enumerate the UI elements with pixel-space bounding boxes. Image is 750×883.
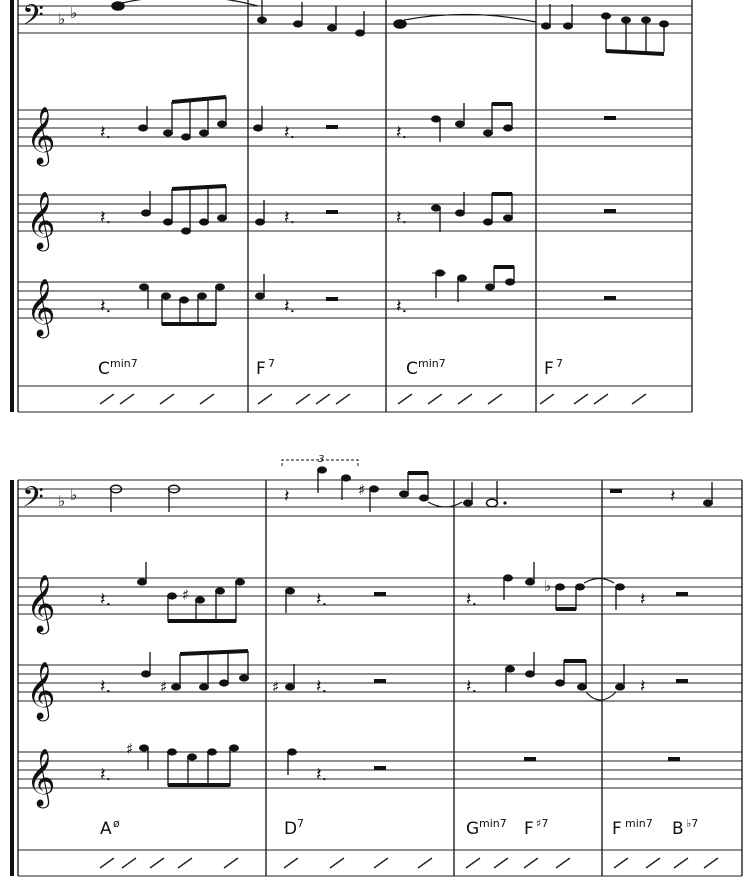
- svg-text:𝄽.: 𝄽.: [466, 676, 478, 697]
- staff-bass: [18, 466, 742, 521]
- chord-root: F: [524, 819, 534, 839]
- svg-text:𝄽: 𝄽: [670, 486, 676, 507]
- svg-text:𝄽.: 𝄽.: [316, 764, 328, 785]
- chord-root: F: [256, 359, 266, 379]
- svg-text:𝄽.: 𝄽.: [466, 589, 478, 610]
- svg-text:𝄽.: 𝄽.: [284, 207, 296, 228]
- treble-clef-icon: 𝄞: [26, 574, 56, 632]
- staff-treble-3: [18, 266, 692, 339]
- svg-text:𝄽.: 𝄽.: [100, 207, 112, 228]
- flat-icon: ♭: [70, 4, 78, 22]
- staff-treble-2: [18, 651, 742, 722]
- bass-clef-icon: 𝄢: [22, 0, 44, 39]
- sharp-icon: ♯: [358, 481, 366, 499]
- chord-quality: 7: [297, 817, 304, 830]
- chord-quality: ø: [113, 817, 120, 830]
- flat-icon: ♭: [70, 486, 78, 504]
- bass-clef-icon: 𝄢: [22, 481, 44, 521]
- system-1: [12, 0, 692, 412]
- svg-text:𝄽.: 𝄽.: [100, 676, 112, 697]
- svg-text:𝄽.: 𝄽.: [316, 589, 328, 610]
- chord-quality: 7: [268, 357, 275, 370]
- svg-text:♯: ♯: [272, 678, 280, 696]
- svg-text:𝄽.: 𝄽.: [396, 296, 408, 317]
- chord-root: B: [672, 819, 684, 839]
- staff-bass: [18, 0, 692, 54]
- rest-icon: [326, 125, 338, 129]
- slash-group: [100, 394, 646, 404]
- svg-text:𝄽.: 𝄽.: [284, 296, 296, 317]
- chord-root: C: [98, 359, 110, 379]
- staff-treble-2: [18, 186, 692, 252]
- svg-text:𝄽.: 𝄽.: [316, 676, 328, 697]
- chord-row-1: [98, 357, 563, 379]
- svg-text:♯: ♯: [182, 586, 190, 604]
- rhythm-staff-1: [18, 386, 692, 412]
- chord-quality: min7: [625, 817, 653, 830]
- svg-text:𝄽.: 𝄽.: [100, 764, 112, 785]
- chord-quality: min7: [479, 817, 507, 830]
- staff-treble-3: [18, 740, 742, 809]
- svg-text:𝄽.: 𝄽.: [396, 207, 408, 228]
- treble-clef-icon: 𝄞: [26, 661, 56, 719]
- tie: [122, 0, 258, 6]
- system-2: [12, 454, 742, 876]
- svg-text:♭: ♭: [544, 577, 552, 595]
- rest-icon: 𝄽.: [100, 122, 112, 143]
- chord-quality: min7: [110, 357, 138, 370]
- whole-note: [394, 20, 406, 28]
- chord-root: G: [466, 819, 480, 839]
- chord-quality: 7: [556, 357, 563, 370]
- svg-text:𝄽: 𝄽: [640, 676, 646, 697]
- chord-root: A: [100, 819, 112, 839]
- treble-clef-icon: 𝄞: [26, 106, 56, 164]
- tuplet-number: 3: [318, 454, 325, 465]
- svg-text:♯: ♯: [126, 740, 134, 758]
- svg-text:𝄽: 𝄽: [284, 486, 290, 507]
- svg-text:𝄽.: 𝄽.: [396, 122, 408, 143]
- flat-icon: ♭: [58, 492, 66, 510]
- chord-root: C: [406, 359, 418, 379]
- tie: [404, 14, 536, 22]
- rest-icon: [604, 116, 616, 120]
- chord-quality: ♭7: [686, 817, 699, 830]
- chord-quality: min7: [418, 357, 446, 370]
- staff-treble-1: [18, 562, 742, 635]
- treble-clef-icon: 𝄞: [26, 748, 56, 806]
- svg-text:𝄽: 𝄽: [640, 589, 646, 610]
- flat-icon: ♭: [58, 10, 66, 28]
- treble-clef-icon: 𝄞: [26, 278, 56, 336]
- chord-quality: ♯7: [536, 817, 549, 830]
- staff-treble-1: [18, 97, 692, 167]
- svg-text:𝄽.: 𝄽.: [284, 122, 296, 143]
- rhythm-staff-2: [18, 850, 742, 876]
- treble-clef-icon: 𝄞: [26, 191, 56, 249]
- tuplet-bracket: [282, 454, 358, 466]
- slash-group: [100, 858, 718, 868]
- svg-text:𝄽.: 𝄽.: [100, 296, 112, 317]
- svg-text:𝄽.: 𝄽.: [100, 589, 112, 610]
- chord-root: F: [544, 359, 554, 379]
- chord-root: D: [284, 819, 298, 839]
- chord-row-2: [100, 817, 698, 839]
- chord-root: F: [612, 819, 622, 839]
- svg-text:♯: ♯: [160, 678, 168, 696]
